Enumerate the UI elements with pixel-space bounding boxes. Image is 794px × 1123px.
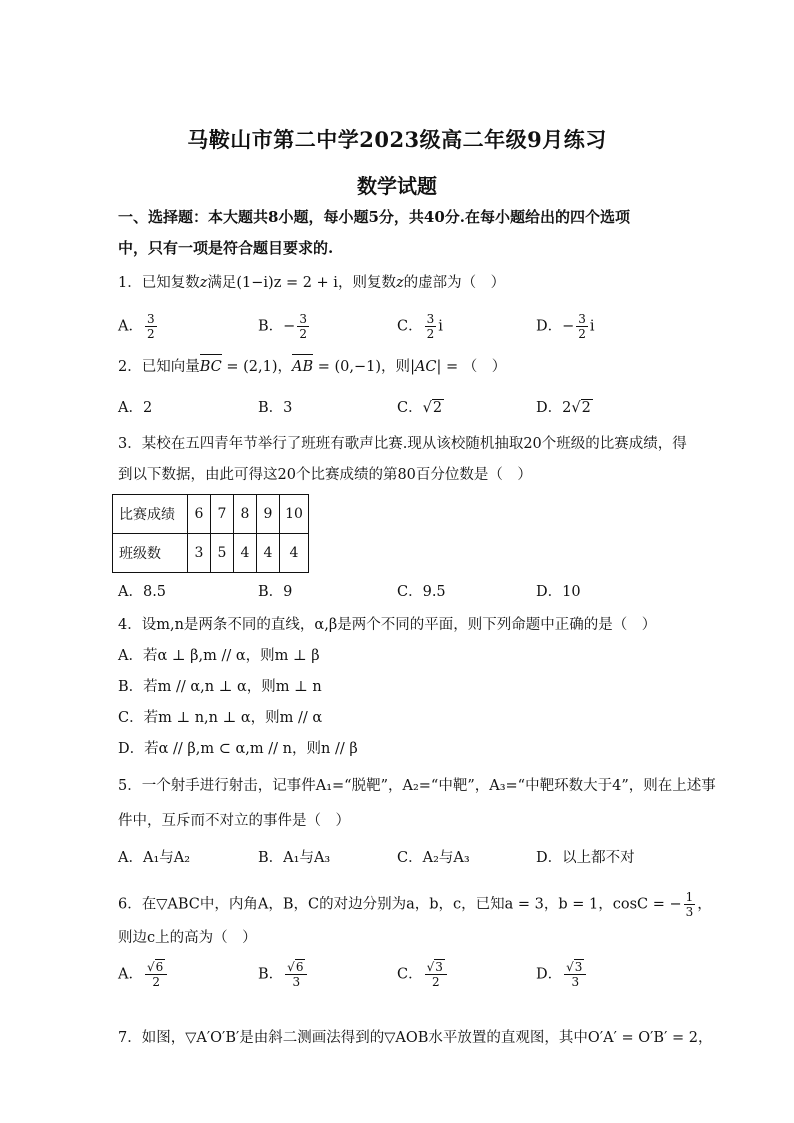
frac-den: 2: [578, 327, 586, 341]
table-row-header: 班级数: [113, 534, 188, 573]
q6-option-a-frac: [145, 960, 167, 989]
q4-stem: 4．设m,n是两条不同的直线，α,β是两个不同的平面，则下列命题中正确的是（ ）: [118, 617, 657, 633]
q1-option-d-label: D．−: [536, 318, 575, 335]
q5-option-c: C．A₂与A₃: [397, 850, 470, 866]
q1-stem-d: 的虚部为（ ）: [403, 275, 506, 291]
table-cell: 3: [188, 534, 211, 573]
q1-option-d: [536, 312, 595, 341]
q5-stem-line2: 件中，互斥而不对立的事件是（ ）: [118, 813, 350, 829]
q6-option-d: [536, 960, 588, 989]
table-cell: 7: [211, 495, 234, 534]
q1-option-c: [397, 312, 443, 341]
frac-den: 2: [431, 975, 440, 989]
table-row: [113, 495, 309, 534]
q4-option-b: B．若m // α,n ⊥ α，则m ⊥ n: [118, 679, 322, 695]
school-title: 马鞍山市第二中学2023级高二年级9月练习: [187, 127, 607, 152]
q3-option-d: D．10: [536, 584, 581, 600]
q2-option-c-radicand: 2: [432, 400, 443, 416]
radicand: 6: [155, 960, 164, 974]
q6-option-c-frac: [425, 960, 447, 989]
q3-option-c: C．9.5: [397, 584, 446, 600]
sqrt-icon: [147, 960, 155, 974]
frac-num: 3: [146, 312, 155, 326]
q7-stem-line1: 7．如图，▽A′O′B′是由斜二测画法得到的▽AOB水平放置的直观图，其中O′A′ = O′B′ = 2，: [118, 1030, 713, 1046]
frac-num: 3: [578, 312, 586, 326]
q2-option-c: [397, 398, 444, 418]
q1-option-c-suffix: i: [438, 318, 443, 335]
q5-option-d: D．以上都不对: [536, 850, 635, 866]
frac-den: 3: [571, 975, 580, 989]
frac-num: [564, 960, 586, 975]
q2-option-d: [536, 398, 593, 418]
table-cell: 5: [211, 534, 234, 573]
sqrt-icon: [287, 960, 295, 974]
q1-option-c-frac: [425, 312, 437, 341]
q2-stem: [118, 357, 506, 377]
sqrt-icon: [566, 960, 574, 974]
vector-ac-magnitude: |AC|: [410, 359, 442, 375]
frac-den: 2: [152, 975, 160, 989]
frac-den: 3: [292, 975, 301, 989]
q1-stem-b: 满足: [207, 275, 237, 291]
q3-option-a: A．8.5: [118, 584, 167, 600]
frac-num: [425, 960, 447, 975]
table-cell: 10: [280, 495, 309, 534]
q1-option-a: [118, 312, 159, 341]
q6-option-d-label: D．: [536, 966, 563, 983]
q4-option-d: D．若α // β,m ⊂ α,m // n，则n // β: [118, 741, 358, 757]
q6-stem-line2: 则边c上的高为（ ）: [118, 930, 257, 946]
q1-option-b: [258, 312, 311, 341]
q6-option-d-frac: [564, 960, 586, 989]
radicand: 3: [435, 960, 443, 974]
section-heading-line1: 一、选择题：本大题共8小题，每小题5分，共40分.在每小题给出的四个选项: [118, 208, 630, 226]
table-cell: 4: [257, 534, 280, 573]
q3-option-b: B．9: [258, 584, 293, 600]
q6-option-a-label: A．: [118, 966, 143, 983]
q6-option-c-label: C．: [397, 966, 423, 983]
q1-var-z: z: [199, 275, 208, 291]
table-cell: 8: [234, 495, 257, 534]
q2-option-d-radicand: 2: [581, 400, 591, 416]
frac-den: 2: [426, 327, 435, 341]
sqrt-icon: [571, 400, 580, 416]
q6-stem-line1: [118, 890, 712, 919]
q2-option-b: B．3: [258, 400, 293, 416]
q6-stem-text: 6．在▽ABC中，内角A，B，C的对边分别为a，b，c，已知a = 3，b = 1，cosC = −: [118, 896, 682, 913]
frac-num: 3: [299, 312, 307, 326]
q1-option-d-frac: [576, 312, 588, 341]
q2-option-d-label: D．2: [536, 400, 572, 416]
q1-option-c-label: C．: [397, 318, 423, 335]
q3-stem-line2: 到以下数据，由此可得这20个比赛成绩的第80百分位数是（ ）: [118, 467, 532, 483]
radicand: 3: [574, 960, 583, 974]
table-row: [113, 534, 309, 573]
frac-num: 1: [685, 890, 694, 904]
table-cell: 4: [280, 534, 309, 573]
q5-option-a: A．A₁与A₂: [118, 850, 191, 866]
q6-option-c: [397, 960, 449, 989]
q5-stem-line1: 5．一个射手进行射击，记事件A₁=“脱靶”，A₂=“中靶”，A₃=“中靶环数大于4”，则在上述事: [118, 778, 716, 794]
frac-num: 3: [426, 312, 435, 326]
q1-option-d-suffix: i: [589, 318, 595, 335]
q1-var-z2: z: [395, 275, 404, 291]
q1-option-b-label: B．−: [258, 318, 296, 335]
section-heading-line2: 中，只有一项是符合题目要求的.: [118, 239, 334, 257]
q6-option-b-frac: [285, 960, 307, 989]
radicand: 6: [295, 960, 304, 974]
q2-option-a: A．2: [118, 400, 153, 416]
q1-equation: (1−i)z = 2 + i: [236, 275, 338, 291]
q1-option-a-label: A．: [118, 318, 143, 335]
table-row-header: 比赛成绩: [113, 495, 188, 534]
vector-ab: AB: [292, 359, 314, 375]
frac-num: [145, 960, 167, 975]
frac-den: 2: [146, 327, 155, 341]
vector-bc: BC: [199, 359, 222, 375]
frac-num: [285, 960, 307, 975]
q5-option-b: B．A₁与A₃: [258, 850, 331, 866]
q6-option-b-label: B．: [258, 966, 284, 983]
q3-score-table: [112, 494, 309, 573]
q6-stem-end: ，: [697, 896, 712, 913]
q2-stem-end: = （ ）: [441, 359, 507, 375]
q1-option-b-frac: [297, 312, 309, 341]
q4-option-a: A．若α ⊥ β,m // α，则m ⊥ β: [118, 648, 320, 664]
table-cell: 4: [234, 534, 257, 573]
q6-option-b: [258, 960, 309, 989]
frac-den: 3: [685, 905, 694, 919]
q2-option-c-label: C．: [397, 400, 423, 416]
q1-option-a-frac: [145, 312, 157, 341]
frac-den: 2: [299, 327, 307, 341]
subject-title: 数学试题: [357, 174, 437, 198]
q6-option-a: [118, 960, 169, 989]
q1-stem: [118, 273, 505, 293]
q1-stem-a: 1．已知复数: [118, 275, 200, 291]
q2-ab-value: = (0,−1)，则: [313, 359, 411, 375]
q2-stem-a: 2．已知向量: [118, 359, 200, 375]
q2-bc-value: = (2,1)，: [221, 359, 293, 375]
q3-stem-line1: 3．某校在五四青年节举行了班班有歌声比赛.现从该校随机抽取20个班级的比赛成绩，得: [118, 436, 687, 452]
q1-stem-c: ，则复数: [337, 275, 396, 291]
table-cell: 6: [188, 495, 211, 534]
q6-cos-frac: [684, 890, 696, 919]
sqrt-icon: [423, 400, 432, 416]
q4-option-c: C．若m ⊥ n,n ⊥ α，则m // α: [118, 710, 323, 726]
table-cell: 9: [257, 495, 280, 534]
